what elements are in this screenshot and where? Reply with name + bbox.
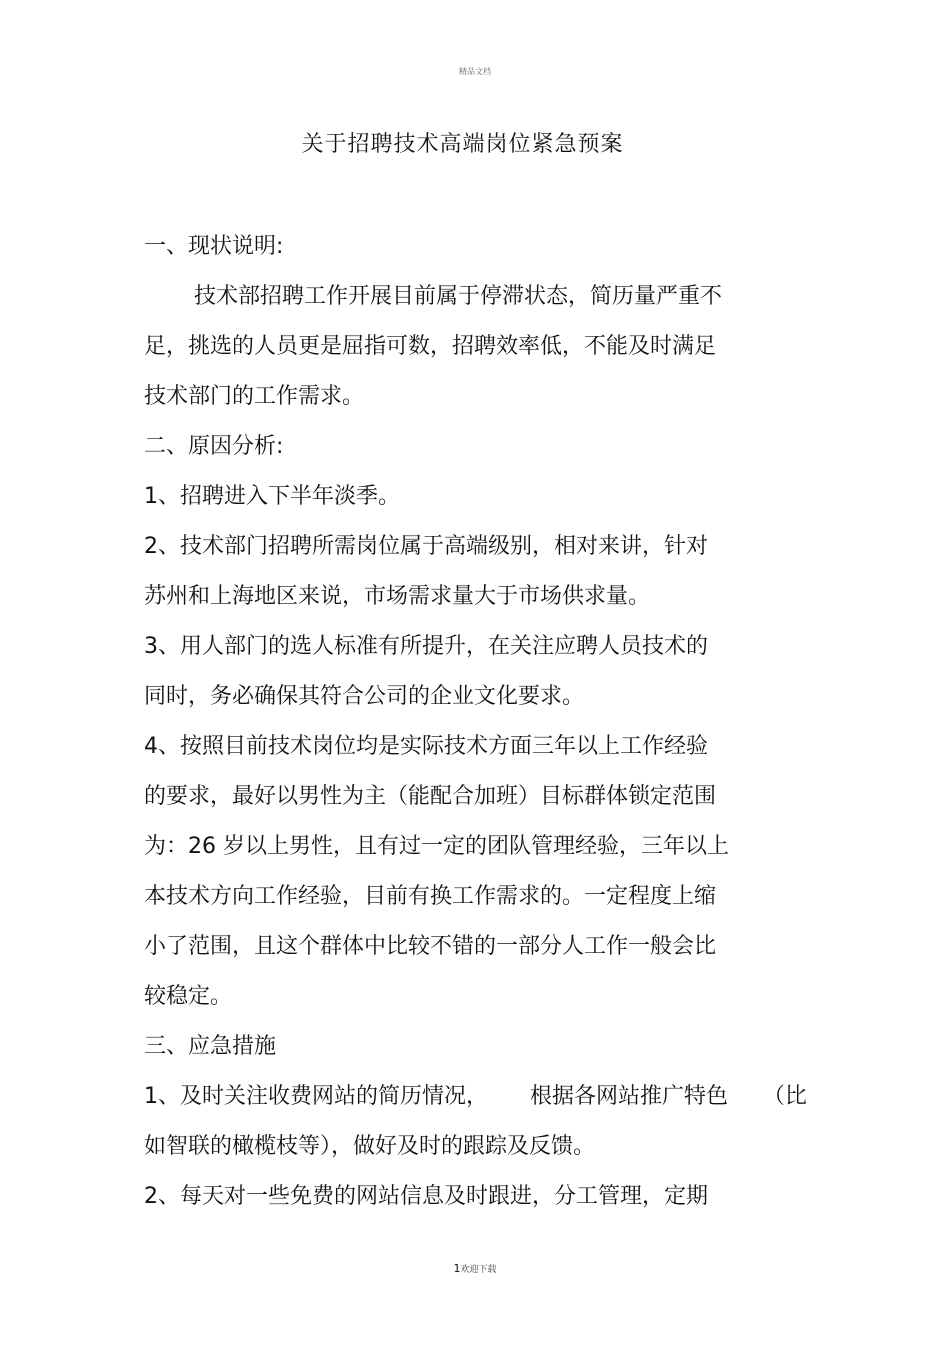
footer-text: 欢迎下载 (460, 1265, 497, 1275)
list-item: 1、及时关注收费网站的简历情况， 根据各网站推广特色 （比 (144, 1084, 807, 1109)
paragraph-line: 足，挑选的人员更是屈指可数，招聘效率低，不能及时满足 (144, 334, 717, 359)
page-footer (0, 1262, 950, 1275)
paragraph-line: 技术部招聘工作开展目前属于停滞状态，简历量严重不 (194, 284, 723, 309)
header-watermark: 精品文档 (459, 67, 491, 76)
section-heading-cause-analysis: 二、原因分析: (144, 434, 284, 459)
paragraph-line: 的要求，最好以男性为主（能配合加班）目标群体锁定范围 (144, 784, 717, 809)
paragraph-line: 苏州和上海地区来说，市场需求量大于市场供求量。 (144, 584, 651, 609)
paragraph-line: 技术部门的工作需求。 (144, 384, 365, 409)
paragraph-line: 小了范围，且这个群体中比较不错的一部分人工作一般会比 (144, 934, 717, 959)
list-item: 3、用人部门的选人标准有所提升，在关注应聘人员技术的 (144, 634, 708, 659)
paragraph-line: 为：26 岁以上男性，且有过一定的团队管理经验，三年以上 (144, 834, 729, 859)
page-number: 1 (453, 1262, 461, 1275)
paragraph-line: 本技术方向工作经验，目前有换工作需求的。一定程度上缩 (144, 884, 717, 909)
document-title: 关于招聘技术高端岗位紧急预案 (301, 132, 624, 157)
paragraph-line: 较稳定。 (144, 984, 233, 1009)
paragraph-line: 同时，务必确保其符合公司的企业文化要求。 (144, 684, 585, 709)
list-item: 2、技术部门招聘所需岗位属于高端级别，相对来讲，针对 (144, 534, 708, 559)
list-item: 1、招聘进入下半年淡季。 (144, 484, 400, 509)
document-body (144, 222, 844, 1222)
section-heading-status: 一、现状说明: (144, 234, 284, 259)
section-heading-emergency-measures: 三、应急措施 (144, 1034, 277, 1059)
list-item: 2、每天对一些免费的网站信息及时跟进，分工管理，定期 (144, 1184, 708, 1209)
paragraph-line: 如智联的橄榄枝等），做好及时的跟踪及反馈。 (144, 1134, 596, 1159)
list-item: 4、按照目前技术岗位均是实际技术方面三年以上工作经验 (144, 734, 708, 759)
